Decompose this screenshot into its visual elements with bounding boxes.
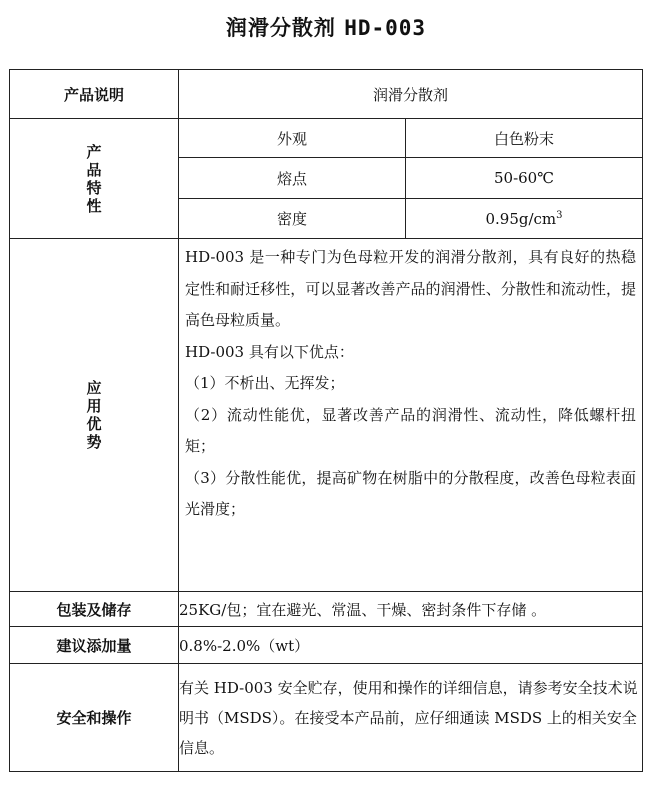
property-value [406, 199, 643, 239]
table-row [10, 70, 643, 119]
page-title [0, 12, 652, 42]
density-value: 0.95g/cm [485, 209, 557, 228]
property-name: 熔点 [179, 158, 406, 199]
dosage-value: 0.8%-2.0%（wt） [179, 627, 643, 664]
properties-label: 产品特性 [86, 142, 102, 215]
safety-value: 有关 HD-003 安全贮存，使用和操作的详细信息，请参考安全技术说明书（MSDS）。在接受本产品前，应仔细通读 MSDS 上的相关安全信息。 [179, 664, 643, 772]
property-value: 白色粉末 [406, 119, 643, 158]
list-item: （2）流动性能优，显著改善产品的润滑性、流动性，降低螺杆扭矩； [185, 405, 637, 455]
safety-label: 安全和操作 [10, 664, 179, 772]
spec-table [9, 69, 643, 772]
table-row [10, 664, 643, 772]
packaging-label: 包装及储存 [10, 592, 179, 627]
property-name: 外观 [179, 119, 406, 158]
table-row [10, 239, 643, 592]
table-row [10, 592, 643, 627]
properties-label-cell [10, 119, 179, 239]
advantages-content [179, 239, 643, 592]
property-value: 50-60℃ [406, 158, 643, 199]
product-desc-value: 润滑分散剂 [179, 70, 643, 119]
table-row [10, 119, 643, 158]
advantages-label-cell [10, 239, 179, 592]
packaging-value: 25KG/包；宜在避光、常温、干燥、密封条件下存储 。 [179, 592, 643, 627]
advantages-list-title: HD-003 具有以下优点： [185, 342, 354, 361]
density-exponent: 3 [556, 209, 563, 221]
list-item: （3）分散性能优，提高矿物在树脂中的分散程度，改善色母粒表面光滑度； [185, 468, 637, 518]
list-item: （1）不析出、无挥发； [185, 374, 345, 392]
property-name: 密度 [179, 199, 406, 239]
title-code: HD-003 [344, 16, 427, 40]
table-row [10, 627, 643, 664]
advantages-intro: HD-003 是一种专门为色母粒开发的润滑分散剂，具有良好的热稳定性和耐迁移性，可以显著改善产品的润滑性、分散性和流动性，提高色母粒质量。 [185, 248, 637, 329]
advantages-label: 应用优势 [86, 379, 102, 451]
dosage-label: 建议添加量 [10, 627, 179, 664]
product-desc-label: 产品说明 [10, 70, 179, 119]
title-name: 润滑分散剂 [225, 16, 336, 40]
